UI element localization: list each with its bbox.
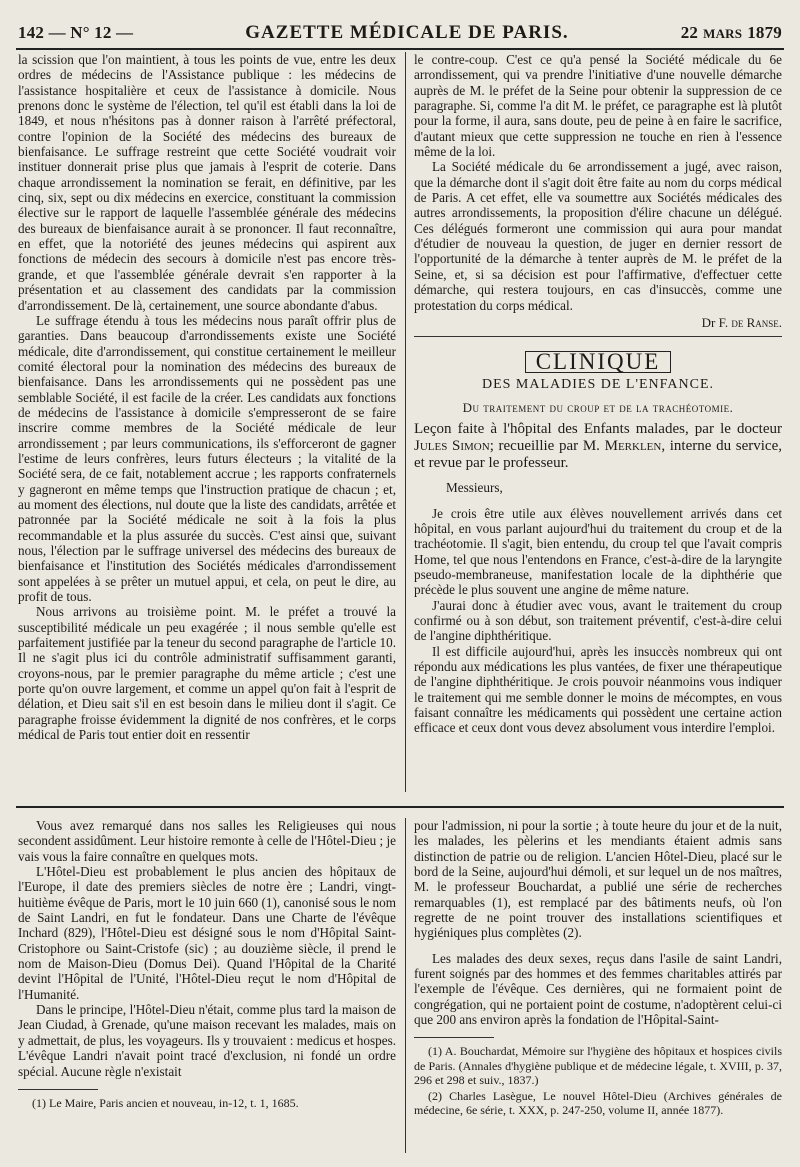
footnote: (1) Le Maire, Paris ancien et nouveau, in-12, t. 1, 1685. [32,1095,299,1110]
issue-date: 22 MARS 1879 [680,23,782,42]
paragraph: Nous arrivons au troisième point. M. le préfet a trouvé la susceptibilité médicale un peu exagérée ; il nous semble qu'elle est parfaitement justifiée par la teneur du second paragraphe de l'article 10. Il ne s'agit plus ici du contrôle administratif suffisamment garanti, croyons-nous, par le premier paragraphe du même article ; c'est une porte qu'on ouvre largement, et comme un appel qu'on fait à l'esprit de délation, et Dieu sait s'il en est besoin dans le milieu dont il s'agit. Ce paragraphe froisse évidemment la dignité de nos confrères, et le corps médical de Paris tout entier doit en ressentir [18,604,396,743]
article-column-bottom-left [18,818,396,1112]
column-divider [405,818,406,1153]
paragraph: pour l'admission, ni pour la sortie ; à toute heure du jour et de la nuit, les malades, les pèlerins et les mendiants étaient admis sans distinction de patrie ou de religion. L'ancien Hôtel-Dieu, placé sur le bord de la Seine, aujourd'hui démoli, et sur lequel un de nos maîtres, M. le professeur Bouchardat, a publié une série de recherches remarquables (1), est remplacé par des bâtiments neufs, où l'on regrette de ne point trouver des installations scientifiques et hygiéniques plus complètes (2). [414,818,782,941]
paragraph: Vous avez remarqué dans nos salles les Religieuses qui nous secondent assidûment. Leur histoire remonte à celle de l'Hôtel-Dieu ; je vais vous la faire connaître en quelques mots. [18,818,396,864]
paragraph: le contre-coup. C'est ce qu'a pensé la Société médicale du 6e arrondissement, qui va prendre l'initiative d'une nouvelle démarche auprès de M. le préfet de la Seine pour obtenir la suppression de ce paragraphe. Si, comme l'a dit M. le préfet, ce paragraphe est là plutôt pour la forme, il aura, sans doute, peu de peine à en faire le sacrifice, d'autant mieux que cette suppression ne touche en rien à l'essence même de la loi. [414,52,782,160]
page-number: 142 — N° 12 — [18,23,134,42]
page-header [18,22,782,48]
paragraph: Les malades des deux sexes, reçus dans l'asile de saint Landri, furent soignés par des hommes et des femmes charitables attirés par l'exemple de l'évêque. Ces dernières, qui ne formaient point de congrégation, qui ne portaient point de costume, n'adoptèrent celui-ci que 200 ans environ après la fondation de l'Hôpital-Saint- [414,950,782,1028]
footnote: (2) Charles Lasègue, Le nouvel Hôtel-Dieu (Archives générales de médecine, 6e série, t. XXX, p. 247-250, volume II, année 1877). [414,1089,782,1118]
paragraph: Dans le principe, l'Hôtel-Dieu n'était, comme plus tard la maison de Jean Ciudad, à Grenade, qu'une maison recevant les malades, mais on y admettait, de plus, les voyageurs. Ils y trouvaient : medicus et hospes. L'évêque Landri n'avait point tracé d'exclusion, ni fondé un ordre spécial. Aucune règle n'existait [18,1002,396,1079]
paragraph: La Société médicale du 6e arrondissement a jugé, avec raison, que la démarche dont il s'agit doit être faite au nom du corps médical de Paris. A cet effet, elle va soumettre aux Sociétés médicales des autres arrondissements, la proposition d'élire chacune un délégué. Ces délégués formeront une commission qui aura pour mandat d'étudier de nouveau la question, de juger en dernier ressort de l'opportunité de la démarche à tenter auprès de M. le préfet de la Seine, et, si sa décision est pour l'affirmative, d'effectuer cette démarche, qui restera toujours, en cas d'insuccès, comme une protestation du corps médical. [414,159,782,313]
author-signature: Dr F. de Ranse. [701,314,782,330]
footnotes [414,1044,782,1117]
footnote-rule [18,1089,98,1090]
footnote: (1) A. Bouchardat, Mémoire sur l'hygiène des hôpitaux et hospices civils de Paris. (Annales d'hygiène publique et de médecine légale, t. XVIII, p. 37, 296 et 298 et suiv., 1837.) [414,1044,782,1087]
article-column-top-left [18,52,396,742]
paragraph: Le suffrage étendu à tous les médecins nous paraît offrir plus de garanties. Dans beaucoup d'arrondissements existe une Société médicale, dite d'arrondissement, qui constitue certainement le meilleur comité électoral pour la nomination des médecins des bureaux de bienfaisance. Dans les arrondissements qui ne possèdent pas une semblable Société, il est facile de la créer. Les candidats aux fonctions de médecins de l'assistance à domicile s'empresseront de se faire inscrire comme membres de la Société médicale de leur arrondissement ; par leurs communications, ils s'efforceront de gagner l'estime de leurs confrères, leurs futurs électeurs ; la vitalité de la Société sera, de ce fait, notablement accrue ; les rapports confraternels y gagneront en même temps que l'instruction pratique de chacun ; et, au moment des élections, nul doute que la liste des candidats, arrêtée et patronnée par la Société médicale ne soit à la fois la plus recommandable et la plus assurée du succès. C'est ainsi que, suivant nous, l'élection par le suffrage universel des médecins des bureaux de bienfaisance et l'institution des Sociétés médicales d'arrondissement sont appelées à se prêter un mutuel appui, et cela, on peut le dire, au profit de tous. [18,312,396,605]
feuilleton-rule [16,806,784,808]
paragraph: Je crois être utile aux élèves nouvellement arrivés dans cet hôpital, en vous parlant aujourd'hui du traitement du croup et de la trachéotomie. Il s'agit, bien entendu, du croup tel que l'avait compris Home, tel que nous l'entendons en France, c'est-à-dire de la laryngite pseudo-membraneuse, manifestation locale de la diphthérie que précède le plus souvent une angine de même nature. [414,505,782,598]
journal-title: GAZETTE MÉDICALE DE PARIS. [245,22,569,43]
lecture-heading: Du traitement du croup et de la trachéotomie. [462,399,734,415]
paragraph: J'aurai donc à étudier avec vous, avant le traitement du croup confirmé ou à son début, son traitement préventif, c'est-à-dire celui de l'angine diphthéritique. [414,597,782,644]
section-subtitle: DES MALADIES DE L'ENFANCE. [481,376,715,392]
footnote-rule [414,1037,494,1038]
paragraph: la scission que l'on maintient, à tous les points de vue, entre les deux ordres de médecins de l'Assistance publique : les médecins de l'assistance hospitalière et ceux de l'assistance à domicile. Nous prenons donc le système de l'élection, tel qu'il est établi dans la loi de 1849, et nous n'hésitons pas à donner raison à l'arrêté préfectoral, contre l'opinion de la Société des médecins des bureaux de bienfaisance. Le suffrage restreint que cette Société voudrait voir instituer donnerait prise plus que jamais à l'esprit de coterie. Dans chaque arrondissement la nomination se ferait, en définitive, par les cinq, six, sept ou dix médecins en exercice, constituant la commission élective sur le rapport de laquelle l'assemblée générale des médecins des bureaux de bienfaisance aurait à se prononcer. Il faut reconnaître, en effet, que la notoriété des jeunes médecins qui aspirent aux fonctions de médecin des secours à domicile n'est pas encore très-grande, et que l'assemblée générale devrait s'en rapporter à la présentation et au classement des candidats par la commission d'arrondissement. De là, certainement, une source abondante d'abus. [18,52,396,313]
lecture-byline: Leçon faite à l'hôpital des Enfants malades, par le docteur Jules Simon; recueillie par M. Merklen, interne du service, et revue par le professeur. [414,421,782,472]
salutation: Messieurs, [446,480,503,496]
article-column-bottom-right [414,818,782,1119]
paragraph: L'Hôtel-Dieu est probablement le plus ancien des hôpitaux de l'Europe, il date des premiers siècles de notre ère ; Landri, vingt-huitième évêque de Paris, mort le 10 juin 660 (1), canonisé sous le nom de Saint Landri, en fut le fondateur. Dans une Charte de l'évêque Inchard (829), l'Hôtel-Dieu est désigné sous le nom d'Hôpital Saint-Cristophore ou Saint-Cristofe (sic) ; au douzième siècle, il prend le nom de Maison-Dieu (Domus Dei). Quand l'Hôpital de la Charité devint l'Hôpital de l'Unité, l'Hôtel-Dieu reçut le nom d'Hôpital de l'Humanité. [18,864,396,1002]
section-title: CLINIQUE [414,351,782,372]
article-column-top-right [414,52,782,736]
header-rule [16,48,784,50]
paragraph: Il est difficile aujourd'hui, après les insuccès nombreux qui ont répondu aux médications les plus vantées, de fixer une thérapeutique de l'angine diphthéritique. Je crois pouvoir néanmoins vous indiquer le traitement qui me semble donner le moins de mécomptes, en vous faisant connaître les médicaments qui possèdent une certaine action efficace et ceux dont vous devez absolument vous interdire l'emploi. [414,643,782,736]
section-rule [414,336,782,337]
column-divider [405,52,406,792]
